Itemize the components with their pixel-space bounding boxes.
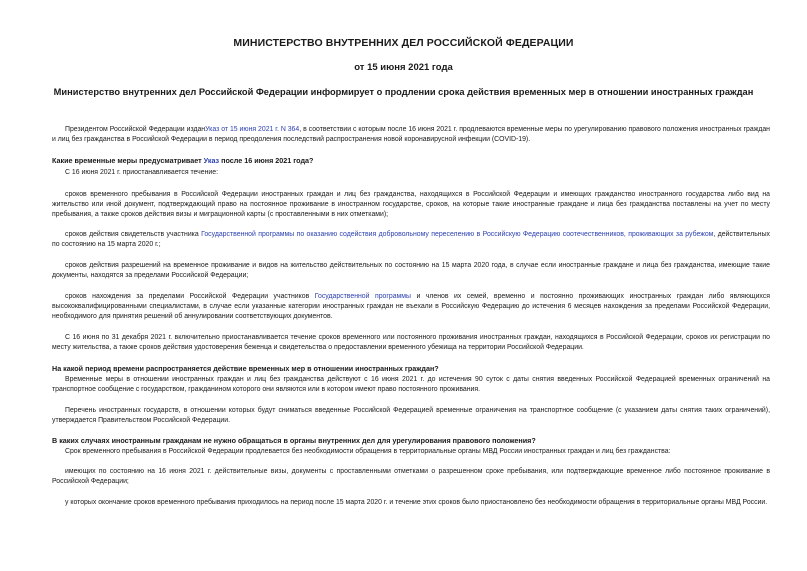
paragraph-abroad: [52, 292, 770, 322]
paragraph-temporary-stay: сроков временного пребывания в Российской Федерации иностранных граждан и лиц без гражданства, находящихся в Российской Федерации и имеющих гражданство иностранного государства либо вид на жительство или иной документ, подтверждающий право на постоянное проживание в иностранном государстве, сроков, на которые такие иностранные граждане и лица без гражданства поставлены на учет по месту пребывания, а также сроков действия визы и миграционной карты (с проставленными в них отметками);: [52, 191, 770, 218]
paragraph-permits: сроков действия разрешений на временное проживание и видов на жительство действительных по состоянию на 15 марта 2020 года, в случае если иностранные граждане и лица без гражданства, имеющие такие документы, находятся за пределами Российской Федерации;: [52, 262, 770, 279]
paragraph-suspension-intro: С 16 июня 2021 г. приостанавливается течение:: [65, 169, 218, 176]
certificates-text-end: , действительных по состоянию на 15 марта 2020 г.;: [52, 231, 771, 248]
document-title: Министерство внутренних дел Российской Федерации информирует о продлении срока действия временных мер в отношении иностранных граждан: [53, 87, 754, 97]
decree-short-link[interactable]: Указ: [203, 156, 220, 165]
paragraph-period: Временные меры в отношении иностранных граждан и лиц без гражданства действуют с 16 июня 2021 г. до истечения 90 суток с даты снятия введенных Российской Федерацией временных ограничений на транспортное сообщение с государством, гражданином которого они являются или в котором имеют право постоянного проживания.: [52, 376, 770, 393]
ministry-heading: МИНИСТЕРСТВО ВНУТРЕННИХ ДЕЛ РОССИЙСКОЙ ФЕДЕРАЦИИ: [233, 37, 574, 49]
intro-text-end: , в соответствии с которым после 16 июня 2021 г. продлеваются временные меры по урегулированию правового положения иностранных граждан и лиц без гражданства в Российской Федерации в период преодоления последствий распространения новой коронавирусной инфекции (COVID-19).: [52, 126, 770, 143]
paragraph-residence: С 16 июня по 31 декабря 2021 г. включительно приостанавливается течение сроков временного или постоянного проживания иностранных граждан, находящихся в Российской Федерации, сроков их регистрации по месту жительства, а также сроков действия удостоверения беженца и свидетельства о предоставлении временного убежища на территории Российской Федерации.: [52, 334, 770, 351]
certificates-text-start: сроков действия свидетельств участника: [65, 231, 202, 238]
question-1-start: Какие временные меры предусматривает: [52, 156, 204, 165]
paragraph-states-list: Перечень иностранных государств, в отношении которых будут сниматься введенные Российской Федерацией временные ограничения на транспортное сообщение (с указанием даты снятия таких ограничений), утверждается Правительством Российской Федерации.: [52, 407, 770, 424]
abroad-text-end: и членов их семей, временно и постоянно проживающих иностранных граждан либо являющихся высококвалифицированными специалистами, в случае если указанные категории иностранных граждан не въехали в Российскую Федерацию до истечения 6 месяцев нахождения за пределами Российской Федерации, необходимого для принятия решений об аннулировании соответствующих документов.: [52, 293, 770, 320]
paragraph-extension: Срок временного пребывания в Российской Федерации продлевается без необходимости обращения в территориальные органы МВД России иностранных граждан и лиц без гражданства:: [65, 448, 671, 455]
decree-link[interactable]: Указ от 15 июня 2021 г. N 364: [205, 126, 300, 133]
question-heading-3: В каких случаях иностранным гражданам не нужно обращаться в органы внутренних дел для урегулирования правового положения?: [52, 436, 536, 445]
paragraph-expired-stay: у которых окончание сроков временного пребывания приходилось на период после 15 марта 2020 г. и течение этих сроков было приостановлено без необходимости обращения в территориальные органы МВД России.: [65, 499, 768, 506]
paragraph-intro: [52, 125, 770, 145]
question-1-end: после 16 июня 2021 года?: [219, 156, 314, 165]
intro-text-start: Президентом Российской Федерации издан: [65, 126, 206, 133]
state-program-short-link[interactable]: Государственной программы: [314, 293, 411, 300]
question-heading-2: На какой период времени распространяется действие временных мер в отношении иностранных граждан?: [52, 364, 439, 373]
paragraph-program-certificates: [52, 230, 770, 250]
document-date: от 15 июня 2021 года: [354, 62, 453, 73]
paragraph-valid-visas: имеющих по состоянию на 16 июня 2021 г. действительные визы, документы с проставленными отметками о разрешенном сроке пребывания, или подтверждающие временное либо постоянное проживание в Российской Федерации;: [52, 468, 770, 485]
state-program-link[interactable]: Государственной программы по оказанию содействия добровольному переселению в Российскую Федерацию соотечественников, проживающих за рубежом: [201, 231, 714, 238]
abroad-text-start: сроков нахождения за пределами Российской Федерации участников: [65, 293, 315, 300]
question-heading-1: [52, 156, 770, 166]
